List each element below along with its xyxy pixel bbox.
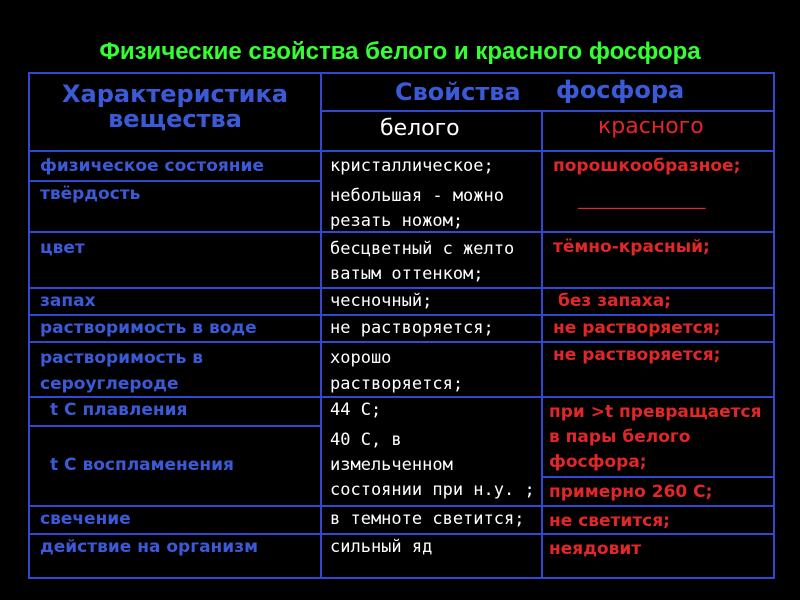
header-properties: Свойства	[395, 78, 521, 106]
header-divider	[320, 73, 322, 153]
row-separator	[29, 533, 774, 535]
table-cell-red: не светится;	[549, 511, 670, 531]
row-separator	[29, 341, 774, 343]
table-row-label: твёрдость	[40, 184, 141, 204]
table-cell-white: 44 С;	[330, 400, 382, 420]
table-row-label: свечение	[40, 509, 131, 529]
table-cell-red: при >t превращается в пары белого фосфора;	[549, 402, 762, 472]
table-cell-red: порошкообразное;	[553, 156, 741, 176]
table-row-label: t C воспламенения	[50, 455, 234, 475]
table-cell-white: чесночный;	[330, 291, 433, 311]
table-row-label: t C плавления	[50, 400, 188, 420]
table-row-label: растворимость в воде	[40, 318, 257, 338]
table-cell-red: не растворяется;	[553, 345, 721, 365]
header-characteristic: Характеристика вещества	[62, 80, 288, 134]
header-subcol-divider	[541, 110, 543, 153]
row-separator	[541, 476, 774, 478]
table-cell-white: в темноте светится;	[330, 509, 525, 529]
table-cell-white: небольшая - можно резать ножом;	[330, 186, 504, 231]
table-cell-white: хорошо растворяется;	[330, 348, 464, 394]
table-row-label: физическое состояние	[40, 156, 264, 176]
table-cell-white: сильный яд	[330, 537, 433, 557]
table-cell-red: неядовит	[549, 539, 642, 559]
header-red-phosphorus: красного	[598, 114, 704, 139]
table-cell-red: тёмно-красный;	[553, 237, 710, 257]
header-white-phosphorus: белого	[380, 116, 460, 141]
row-separator	[29, 180, 321, 182]
row-separator	[29, 425, 321, 427]
slide-title: Физические свойства белого и красного фосфора	[99, 38, 701, 65]
table-cell-red: не растворяется;	[553, 318, 721, 338]
table-cell-red: примерно 260 С;	[549, 482, 713, 502]
body-col3-left	[541, 150, 543, 578]
header-bottom-line	[29, 150, 774, 152]
table-row-label: растворимость в сероуглероде	[40, 348, 204, 394]
table-row-label: цвет	[40, 238, 85, 258]
table-cell-white: не растворяется;	[330, 318, 494, 338]
row-separator	[29, 314, 774, 316]
table-row-label: запах	[40, 291, 96, 311]
table-cell-white: бесцветный с желто ватым оттенком;	[330, 239, 515, 284]
table-cell-white: кристаллическое;	[330, 156, 494, 176]
body-col2-left	[320, 150, 322, 578]
table-cell-red: _______________	[578, 190, 706, 210]
row-separator	[29, 287, 774, 289]
table-cell-red: без запаха;	[558, 291, 671, 311]
table-row-label: действие на организм	[40, 537, 258, 557]
row-separator	[29, 505, 774, 507]
table-cell-white: 40 С, в измельченном состоянии при н.у. ;	[330, 430, 535, 500]
header-subdivider	[320, 110, 774, 112]
header-phosphorus: фосфора	[556, 76, 685, 104]
